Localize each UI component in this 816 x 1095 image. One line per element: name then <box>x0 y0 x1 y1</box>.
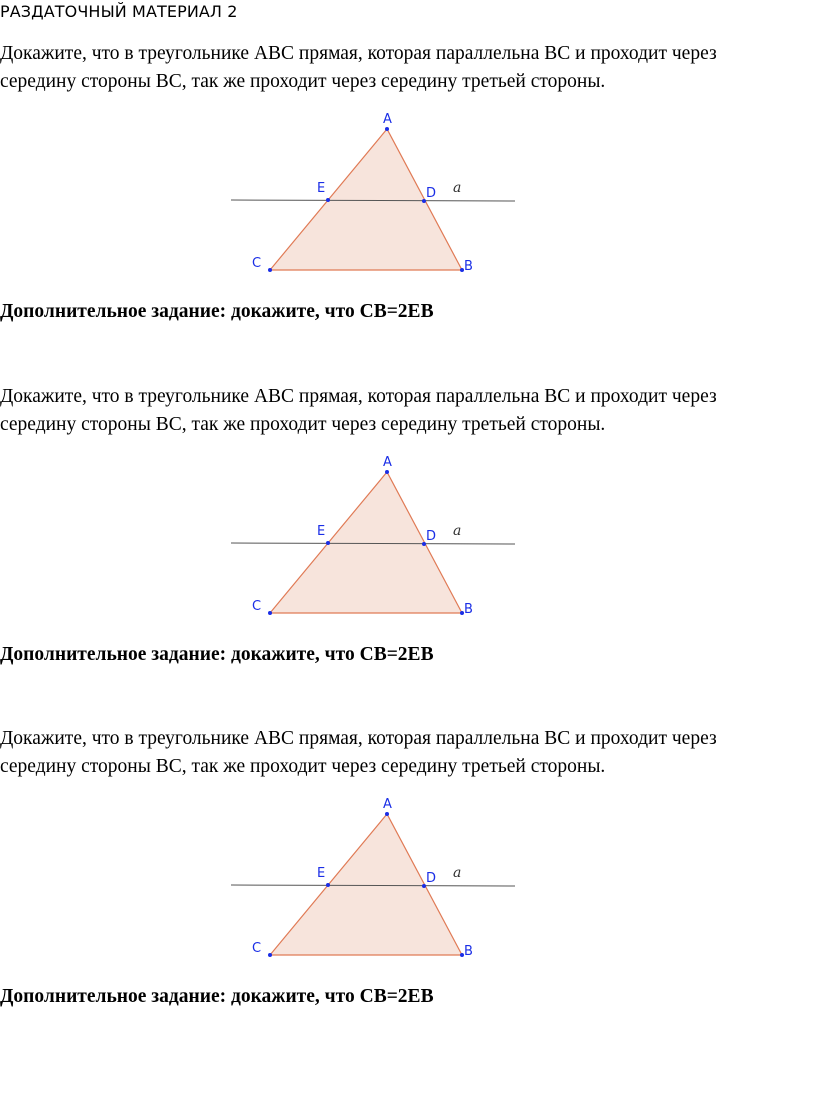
triangle-figure <box>225 449 525 619</box>
parallel-line-a <box>231 543 515 544</box>
task-section-1 <box>0 40 816 380</box>
task-section-3 <box>0 725 816 1065</box>
task-text-line-1: Докажите, что в треугольнике АВС прямая, которая параллельна ВС и проходит через <box>0 728 717 749</box>
task-section-2 <box>0 383 816 723</box>
label-d: D <box>426 871 437 886</box>
label-line-a: a <box>453 180 462 196</box>
point-c <box>268 268 272 272</box>
task-text <box>0 383 810 439</box>
label-a: A <box>383 112 392 127</box>
triangle-figure <box>225 106 525 276</box>
label-b: B <box>464 944 473 959</box>
point-e <box>326 198 330 202</box>
parallel-line-a <box>231 200 515 201</box>
extra-task: Дополнительное задание: докажите, что СВ=2ЕВ <box>0 301 434 322</box>
label-c: C <box>252 256 262 271</box>
label-e: E <box>317 524 326 539</box>
point-e <box>326 541 330 545</box>
point-e <box>326 883 330 887</box>
parallel-line-a <box>231 885 515 886</box>
task-text-line-2: середину стороны ВС, так же проходит через середину третьей стороны. <box>0 756 606 777</box>
point-a <box>385 127 389 131</box>
triangle-figure <box>225 791 525 961</box>
point-c <box>268 953 272 957</box>
point-c <box>268 611 272 615</box>
label-c: C <box>252 941 262 956</box>
label-b: B <box>464 259 473 274</box>
point-a <box>385 812 389 816</box>
label-d: D <box>426 529 437 544</box>
task-text <box>0 725 810 781</box>
task-text-line-1: Докажите, что в треугольнике АВС прямая, которая параллельна ВС и проходит через <box>0 43 717 64</box>
extra-task: Дополнительное задание: докажите, что СВ=2ЕВ <box>0 644 434 665</box>
document-title: РАЗДАТОЧНЫЙ МАТЕРИАЛ 2 <box>0 2 238 21</box>
task-text-line-1: Докажите, что в треугольнике АВС прямая, которая параллельна ВС и проходит через <box>0 386 717 407</box>
label-d: D <box>426 186 437 201</box>
task-text-line-2: середину стороны ВС, так же проходит через середину третьей стороны. <box>0 414 606 435</box>
label-line-a: a <box>453 523 462 539</box>
point-a <box>385 470 389 474</box>
label-e: E <box>317 866 326 881</box>
label-line-a: a <box>453 865 462 881</box>
extra-task: Дополнительное задание: докажите, что СВ=2ЕВ <box>0 986 434 1007</box>
label-a: A <box>383 455 392 470</box>
task-text-line-2: середину стороны ВС, так же проходит через середину третьей стороны. <box>0 71 606 92</box>
label-a: A <box>383 797 392 812</box>
label-c: C <box>252 599 262 614</box>
task-text <box>0 40 810 96</box>
label-e: E <box>317 181 326 196</box>
label-b: B <box>464 602 473 617</box>
